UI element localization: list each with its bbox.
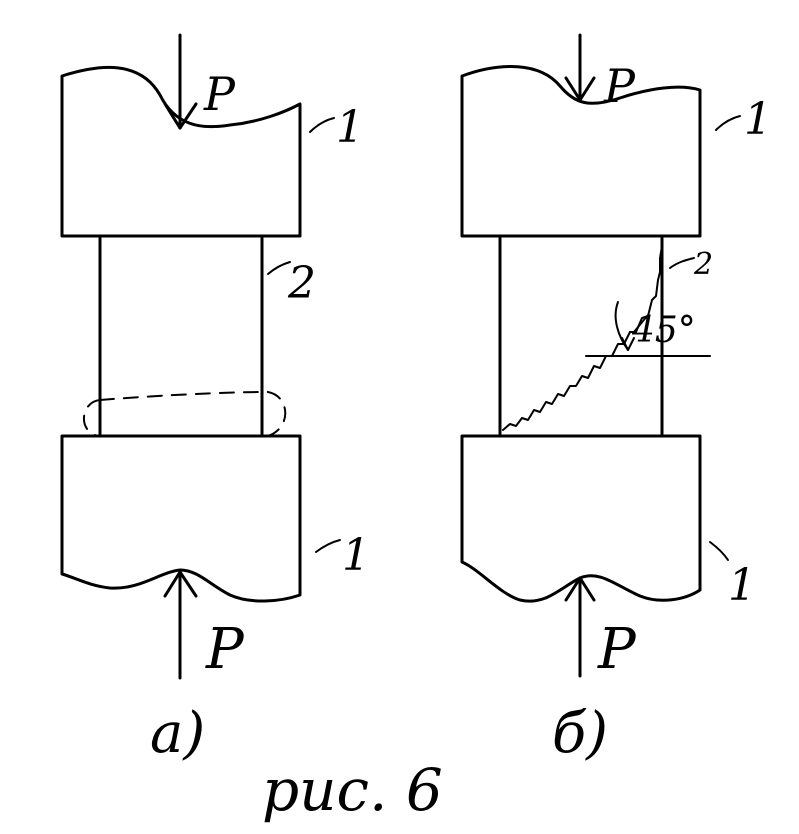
leader-specimen-b	[670, 258, 694, 268]
leader-top-plate-a	[310, 118, 334, 132]
top-force-arrow-b	[566, 35, 594, 100]
callout-top-plate-b: 1	[744, 94, 772, 145]
leader-specimen-a	[268, 262, 290, 274]
callout-specimen-b: 2	[694, 247, 714, 282]
panel-a	[62, 35, 340, 678]
top-force-arrow-a	[165, 35, 196, 128]
bottom-plate-b	[462, 436, 700, 601]
callout-bottom-plate-b: 1	[728, 560, 756, 611]
force-label-bottom-a: P	[206, 617, 244, 682]
bottom-force-arrow-b	[566, 578, 594, 676]
angle-label-b: 45°	[632, 310, 696, 351]
force-label-top-b: P	[604, 59, 635, 113]
force-label-bottom-b: P	[598, 617, 636, 682]
specimen-a	[100, 236, 262, 436]
figure-caption: рис. 6	[262, 756, 443, 824]
callout-specimen-a: 2	[288, 258, 316, 309]
panel-b	[462, 35, 740, 676]
panel-label-b: б)	[552, 701, 609, 766]
specimen-bulge-a	[84, 392, 285, 436]
bottom-force-arrow-a	[165, 572, 196, 678]
force-label-top-a: P	[204, 67, 235, 121]
panel-label-a: а)	[150, 701, 206, 766]
leader-bottom-plate-b	[710, 542, 728, 560]
leader-top-plate-b	[716, 116, 740, 130]
callout-bottom-plate-a: 1	[342, 530, 370, 581]
callout-top-plate-a: 1	[336, 102, 364, 153]
leader-bottom-plate-a	[316, 540, 340, 552]
